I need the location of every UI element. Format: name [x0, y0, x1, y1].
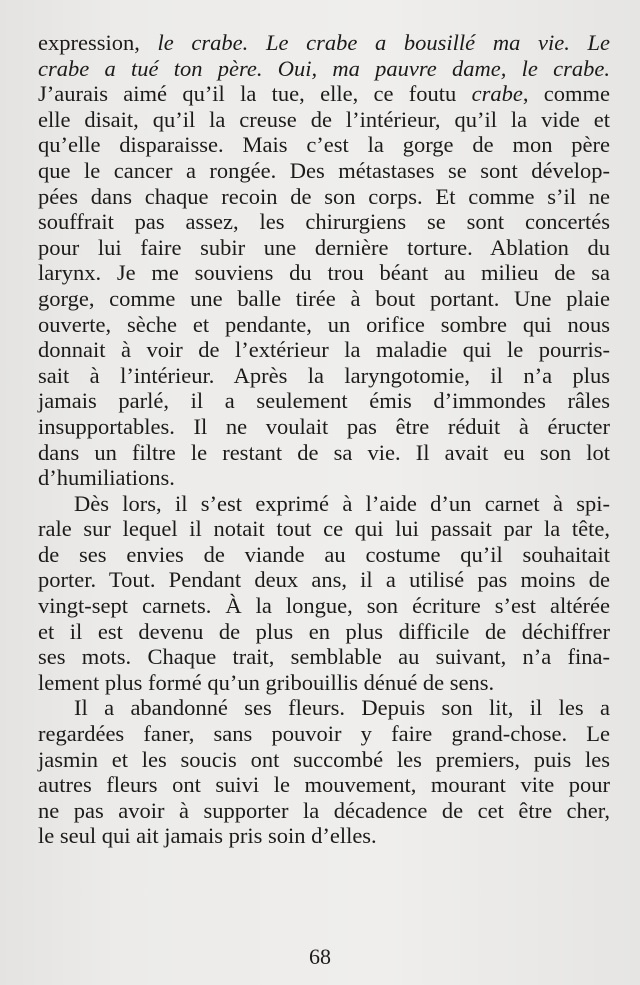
text-line: dans un filtre le restant de sa vie. Il avait eu son lot [38, 439, 610, 465]
text-line: sait à l’intérieur. Après la laryngotomie, il n’a plus [38, 362, 610, 388]
body-text [38, 30, 610, 849]
text-line: pour lui faire subir une dernière torture. Ablation du [38, 234, 610, 260]
text-line: larynx. Je me souviens du trou béant au milieu de sa [38, 260, 610, 286]
text-line [38, 56, 610, 82]
text-line: jamais parlé, il a seulement émis d’immondes râles [38, 388, 610, 414]
text-line: et il est devenu de plus en plus difficile de déchiffrer [38, 618, 610, 644]
text-line: gorge, comme une balle tirée à bout portant. Une plaie [38, 285, 610, 311]
text-line: vingt-sept carnets. À la longue, son écriture s’est altérée [38, 593, 610, 619]
italic-text: crabe [471, 81, 523, 107]
text-line: ses mots. Chaque trait, semblable au suivant, n’a fina- [38, 644, 610, 670]
paragraph [38, 30, 610, 491]
text-line: regardées faner, sans pouvoir y faire grand-chose. Le [38, 721, 610, 747]
text-line: qu’elle disparaisse. Mais c’est la gorge de mon père [38, 132, 610, 158]
text-line: expression, le crabe. Le crabe a bousillé ma vie. Le [38, 30, 611, 55]
italic-text: le crabe. Le crabe a bousillé ma vie. Le [157, 30, 611, 55]
text-line: autres fleurs ont suivi le mouvement, mourant vite pour [38, 772, 610, 798]
text-line: que le cancer a rongée. Des métastases se sont dévelop- [38, 157, 610, 183]
text-line: Il a abandonné ses fleurs. Depuis son lit, il les a [74, 695, 610, 721]
text-line: jasmin et les soucis ont succombé les premiers, puis les [38, 746, 610, 772]
text-line: le seul qui ait jamais pris soin d’elles. [38, 823, 377, 849]
text-line: souffrait pas assez, les chirurgiens se sont concertés [38, 209, 610, 235]
text-line: Dès lors, il s’est exprimé à l’aide d’un carnet à spi- [74, 490, 610, 516]
italic-text: crabe a tué ton père. Oui, ma pauvre dame, le crabe. [38, 55, 610, 81]
text-line: lement plus formé qu’un gribouillis dénué de sens. [38, 669, 495, 695]
text-line: insupportables. Il ne voulait pas être réduit à éructer [38, 413, 610, 439]
text-line: d’humiliations. [38, 465, 175, 491]
text-line: de ses envies de viande au costume qu’il souhaitait [38, 541, 610, 567]
text-line: pées dans chaque recoin de son corps. Et comme s’il ne [38, 183, 610, 209]
text-line: ouverte, sèche et pendante, un orifice sombre qui nous [38, 311, 610, 337]
text-line: rale sur lequel il notait tout ce qui lui passait par la tête, [38, 516, 610, 542]
page-number: 68 [309, 944, 331, 969]
text-line: porter. Tout. Pendant deux ans, il a utilisé pas moins de [38, 567, 610, 593]
text-line: donnait à voir de l’extérieur la maladie qui le pourris- [38, 337, 610, 363]
paragraph [38, 491, 610, 696]
text-line: J’aurais aimé qu’il la tue, elle, ce foutu crabe, comme [38, 81, 610, 107]
paragraph [38, 695, 610, 849]
text-line: elle disait, qu’il la creuse de l’intérieur, qu’il la vide et [38, 106, 610, 132]
text-line: ne pas avoir à supporter la décadence de cet être cher, [38, 797, 610, 823]
